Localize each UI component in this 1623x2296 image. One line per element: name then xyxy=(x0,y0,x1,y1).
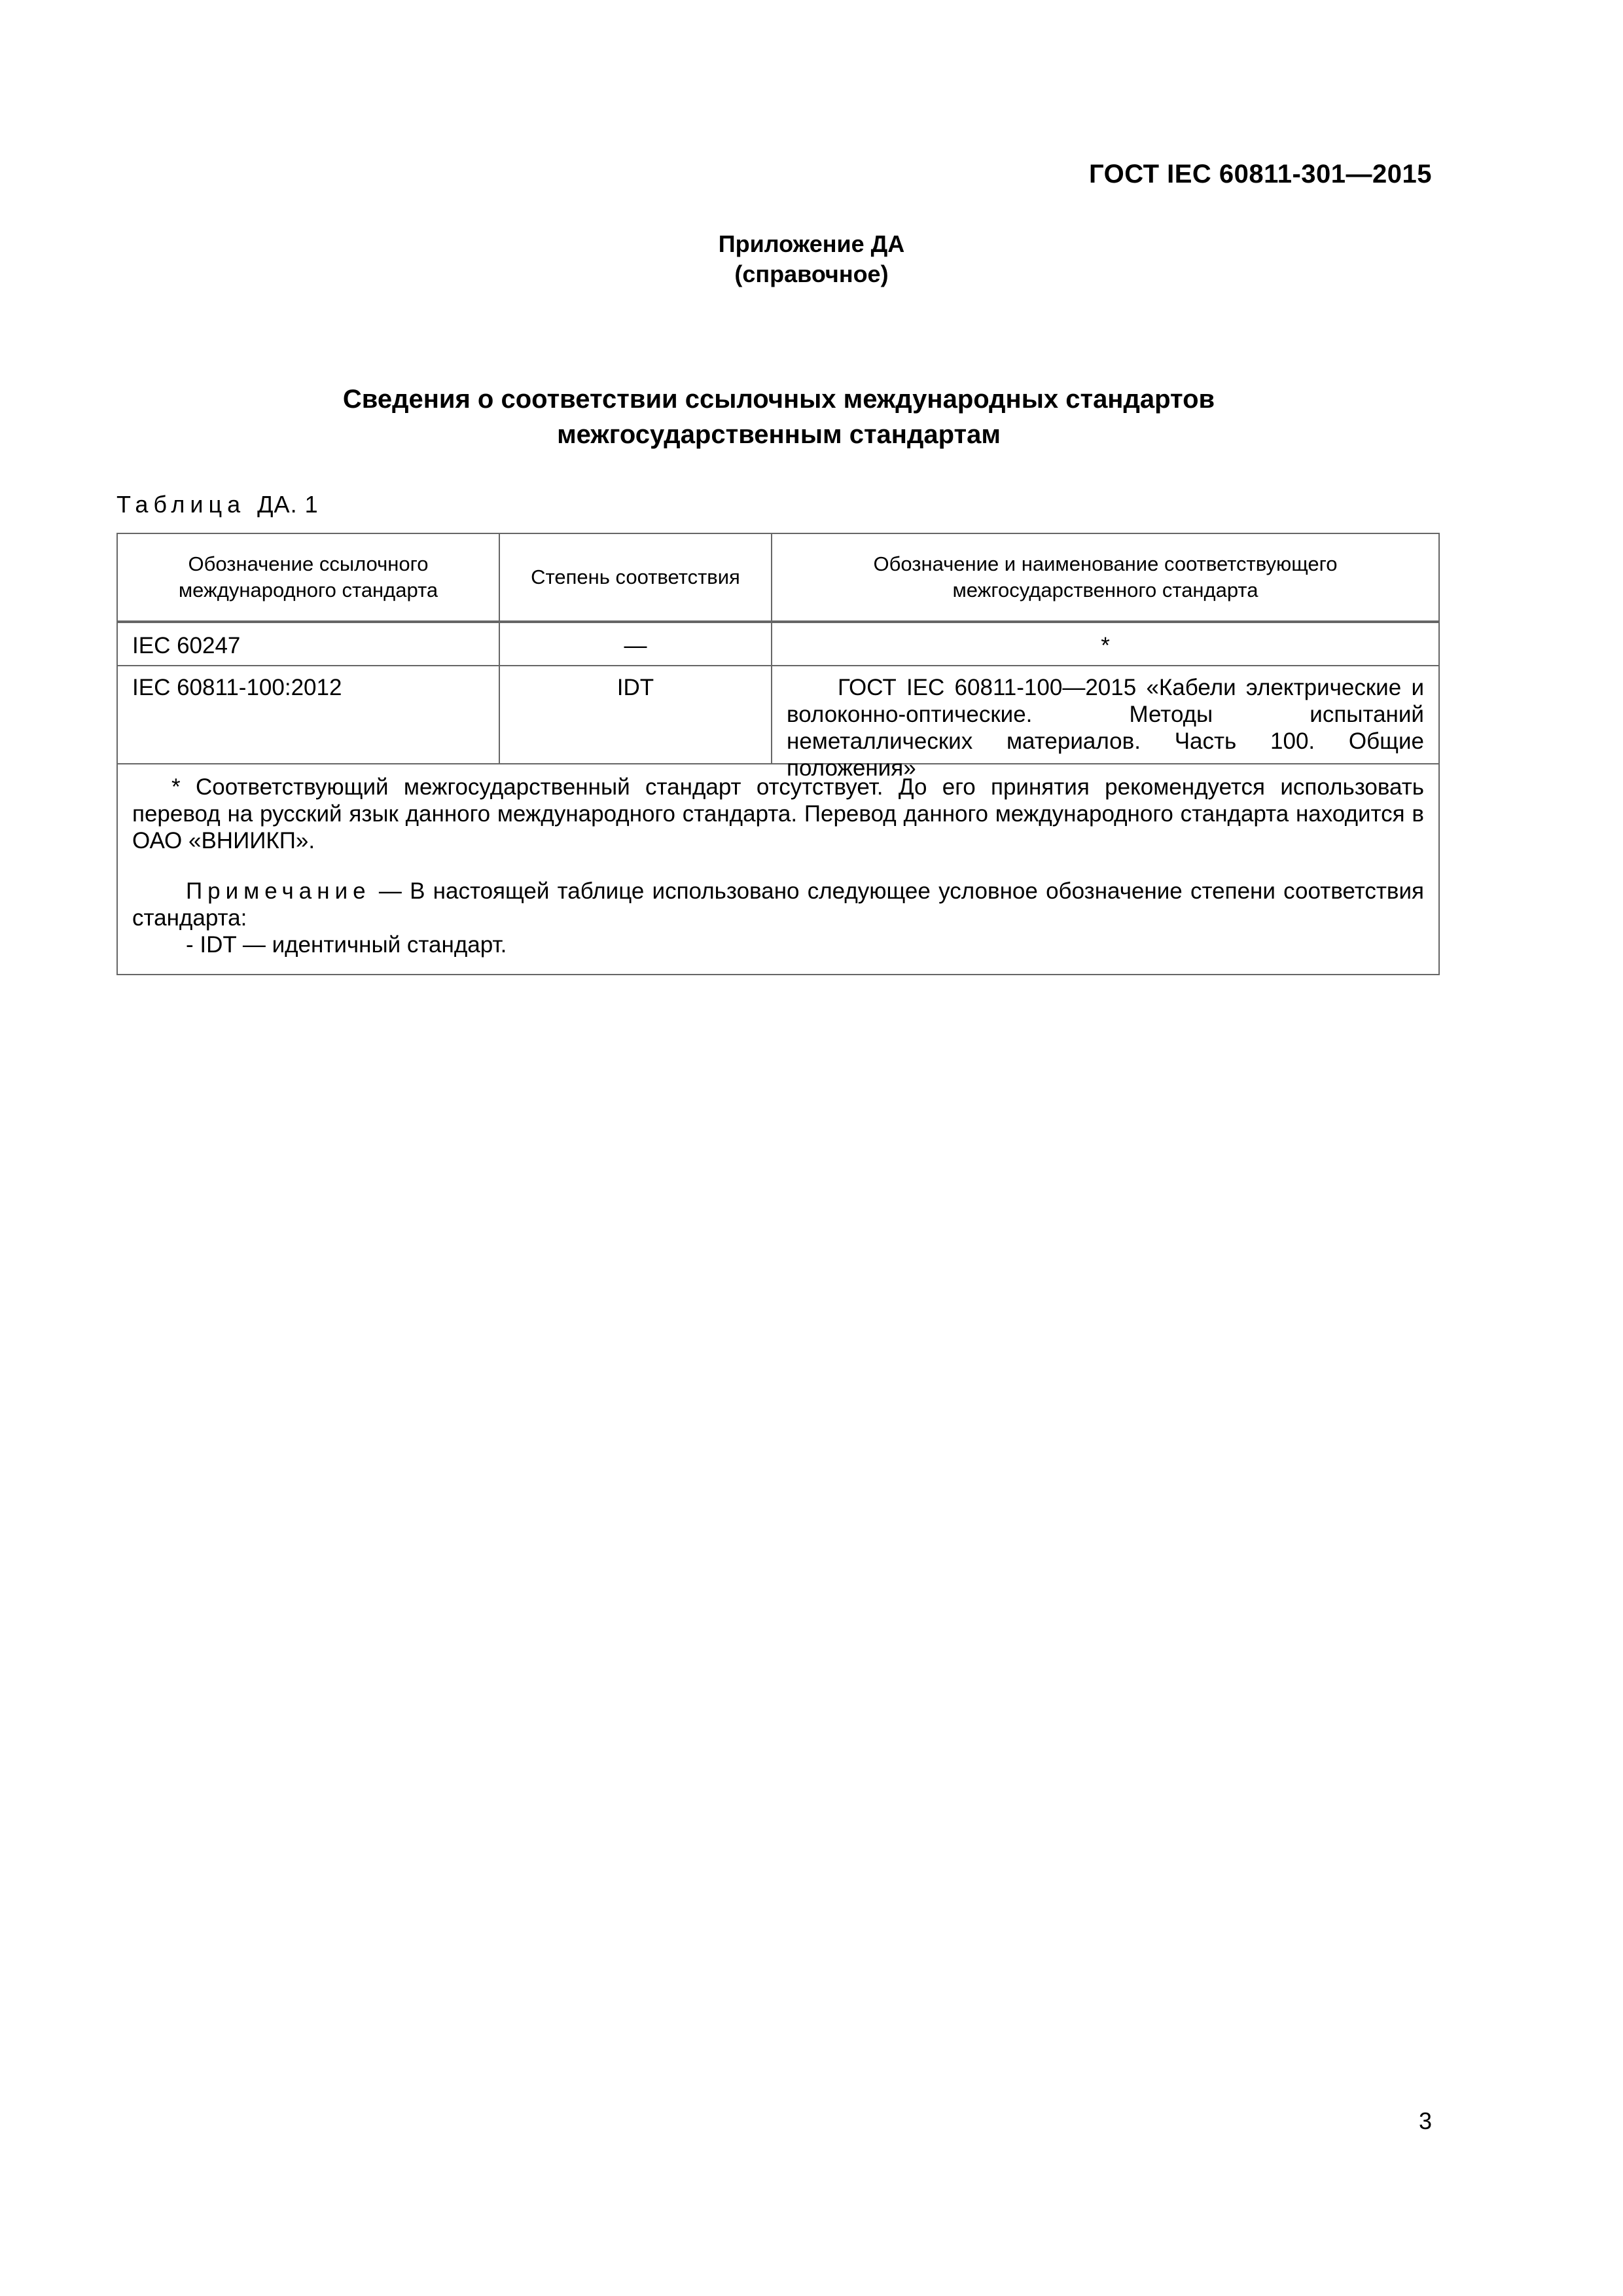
cell-interstate: * xyxy=(771,623,1438,665)
appendix-subtitle: (справочное) xyxy=(734,260,889,287)
table-header-row xyxy=(118,534,1438,622)
cell-interstate: ГОСТ IEC 60811-100—2015 «Кабели электрические и волоконно-оптические. Методы испытаний неметаллических материалов. Часть 100. Общие положения» xyxy=(771,666,1438,763)
note-list-item: - IDT — идентичный стандарт. xyxy=(186,932,507,958)
column-header-interstate: Обозначение и наименование соответствующего межгосударственного стандарта xyxy=(771,534,1438,620)
table-row xyxy=(118,665,1438,781)
cell-degree: IDT xyxy=(499,666,771,763)
cell-reference: IEC 60247 xyxy=(132,633,241,658)
correspondence-table xyxy=(116,533,1440,975)
table-note xyxy=(132,878,1424,931)
cell-reference: IEC 60811-100:2012 xyxy=(132,675,342,700)
section-heading-line-1: Сведения о соответствии ссылочных международных стандартов xyxy=(342,385,1215,414)
table-caption-word: Таблица xyxy=(116,491,246,518)
column-header-degree: Степень соответствия xyxy=(499,534,771,620)
table-caption-number: ДА. 1 xyxy=(257,491,319,518)
table-caption xyxy=(116,491,319,518)
column-header-reference: Обозначение ссылочного международного стандарта xyxy=(178,552,438,601)
note-label: Примечание xyxy=(186,878,371,904)
table-footnote: * Соответствующий межгосударственный стандарт отсутствует. До его принятия рекомендуется использовать перевод на русский язык данного международного стандарта. Перевод данного международного стандарта находится в ОАО «ВНИИКП». xyxy=(132,774,1424,853)
cell-degree: — xyxy=(499,623,771,665)
note-text: — В настоящей таблице использовано следующее условное обозначение степени соответствия стандарта: xyxy=(132,878,1424,931)
page-number: 3 xyxy=(1418,2108,1432,2134)
section-heading-line-2: межгосударственным стандартам xyxy=(557,420,1001,449)
table-row xyxy=(118,622,1438,665)
appendix-title: Приложение ДА xyxy=(718,230,905,257)
table-footer xyxy=(118,763,1438,974)
document-code: ГОСТ IEC 60811-301—2015 xyxy=(1088,160,1432,188)
